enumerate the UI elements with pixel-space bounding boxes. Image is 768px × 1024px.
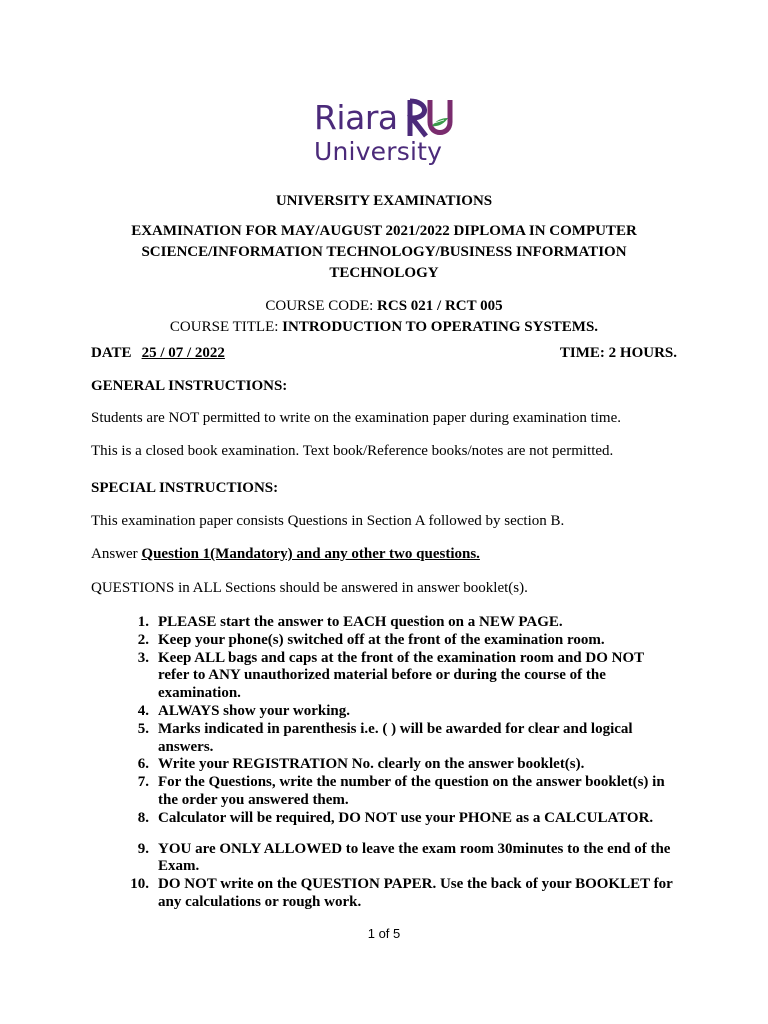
rule-text: Calculator will be required, DO NOT use your PHONE as a CALCULATOR. xyxy=(158,809,654,826)
rule-text: examination. xyxy=(158,685,241,702)
rule-number: 8. xyxy=(137,809,149,826)
rule-item xyxy=(91,810,681,828)
exam-duration: TIME: 2 HOURS. xyxy=(559,345,677,361)
rule-text: Exam. xyxy=(158,858,200,875)
rule-number: 5. xyxy=(137,720,149,737)
rule-number: 3. xyxy=(137,649,149,666)
rule-number: 2. xyxy=(137,631,149,648)
exam-heading: UNIVERSITY EXAMINATIONS xyxy=(275,193,493,209)
general-instruction-1: Students are NOT permitted to write on the examination paper during examination time. xyxy=(91,410,622,426)
rule-text: any calculations or rough work. xyxy=(158,893,362,910)
rule-text: answers. xyxy=(158,738,214,755)
rule-item xyxy=(91,632,681,650)
rule-item xyxy=(91,721,681,757)
rule-number: 4. xyxy=(137,702,149,719)
date-value: 25 / 07 / 2022 xyxy=(141,345,225,361)
special-instruction-3: QUESTIONS in ALL Sections should be answered in answer booklet(s). xyxy=(91,580,528,596)
logo-ru-mark-icon xyxy=(404,96,454,140)
course-title-label: COURSE TITLE: xyxy=(169,319,283,335)
rules-list xyxy=(91,614,681,912)
rule-item xyxy=(91,703,681,721)
general-instructions-heading: GENERAL INSTRUCTIONS: xyxy=(91,378,288,394)
rule-number: 1. xyxy=(137,614,149,630)
rule-item xyxy=(91,876,681,912)
rule-text: Write your REGISTRATION No. clearly on the answer booklet(s). xyxy=(158,756,585,773)
exam-subheading-line1: EXAMINATION FOR MAY/AUGUST 2021/2022 DIPLOMA IN COMPUTER xyxy=(131,223,637,239)
logo-text-university: University xyxy=(314,137,443,166)
exam-subheading xyxy=(0,221,768,284)
course-code-line xyxy=(0,296,768,317)
page-number: 1 of 5 xyxy=(367,926,401,941)
course-title-line xyxy=(0,317,768,338)
special-instruction-1: This examination paper consists Questions in Section A followed by section B. xyxy=(91,513,565,529)
date-label: DATE xyxy=(91,345,132,361)
rule-text: Keep ALL bags and caps at the front of the examination room and DO NOT xyxy=(158,649,645,666)
rule-text: DO NOT write on the QUESTION PAPER. Use the back of your BOOKLET for xyxy=(158,876,673,893)
rule-item xyxy=(91,614,681,632)
rule-item xyxy=(91,756,681,774)
date-time-row xyxy=(91,343,677,364)
rule-text: YOU are ONLY ALLOWED to leave the exam room 30minutes to the end of the xyxy=(158,840,671,857)
answer-prefix: Answer xyxy=(91,546,142,562)
exam-subheading-line2: SCIENCE/INFORMATION TECHNOLOGY/BUSINESS INFORMATION xyxy=(141,244,627,260)
rule-text: the order you answered them. xyxy=(158,791,349,808)
answer-requirement: Question 1(Mandatory) and any other two questions. xyxy=(141,546,480,562)
rule-text: refer to ANY unauthorized material before or during the course of the xyxy=(158,667,606,684)
general-instruction-2: This is a closed book examination. Text book/Reference books/notes are not permitted. xyxy=(91,443,614,459)
exam-subheading-line3: TECHNOLOGY xyxy=(329,265,439,281)
rule-number: 7. xyxy=(137,774,149,791)
rule-number: 10. xyxy=(130,876,149,893)
rule-text: Marks indicated in parenthesis i.e. ( ) will be awarded for clear and logical xyxy=(158,720,633,737)
university-logo xyxy=(312,96,462,176)
rule-text: ALWAYS show your working. xyxy=(158,702,351,719)
rule-text: Keep your phone(s) switched off at the front of the examination room. xyxy=(158,631,605,648)
course-code-value: RCS 021 / RCT 005 xyxy=(377,298,503,314)
rule-text: PLEASE start the answer to EACH question on a NEW PAGE. xyxy=(158,614,563,630)
rule-text: For the Questions, write the number of the question on the answer booklet(s) in xyxy=(158,774,665,791)
rule-item xyxy=(91,841,681,877)
course-title-value: INTRODUCTION TO OPERATING SYSTEMS. xyxy=(282,319,599,335)
rule-item xyxy=(91,650,681,703)
rule-number: 9. xyxy=(137,840,149,857)
special-instruction-2 xyxy=(91,544,480,565)
course-code-label: COURSE CODE: xyxy=(265,298,378,314)
rule-item xyxy=(91,774,681,810)
rule-number: 6. xyxy=(137,756,149,773)
special-instructions-heading: SPECIAL INSTRUCTIONS: xyxy=(91,480,279,496)
logo-text-riara: Riara xyxy=(314,98,398,137)
